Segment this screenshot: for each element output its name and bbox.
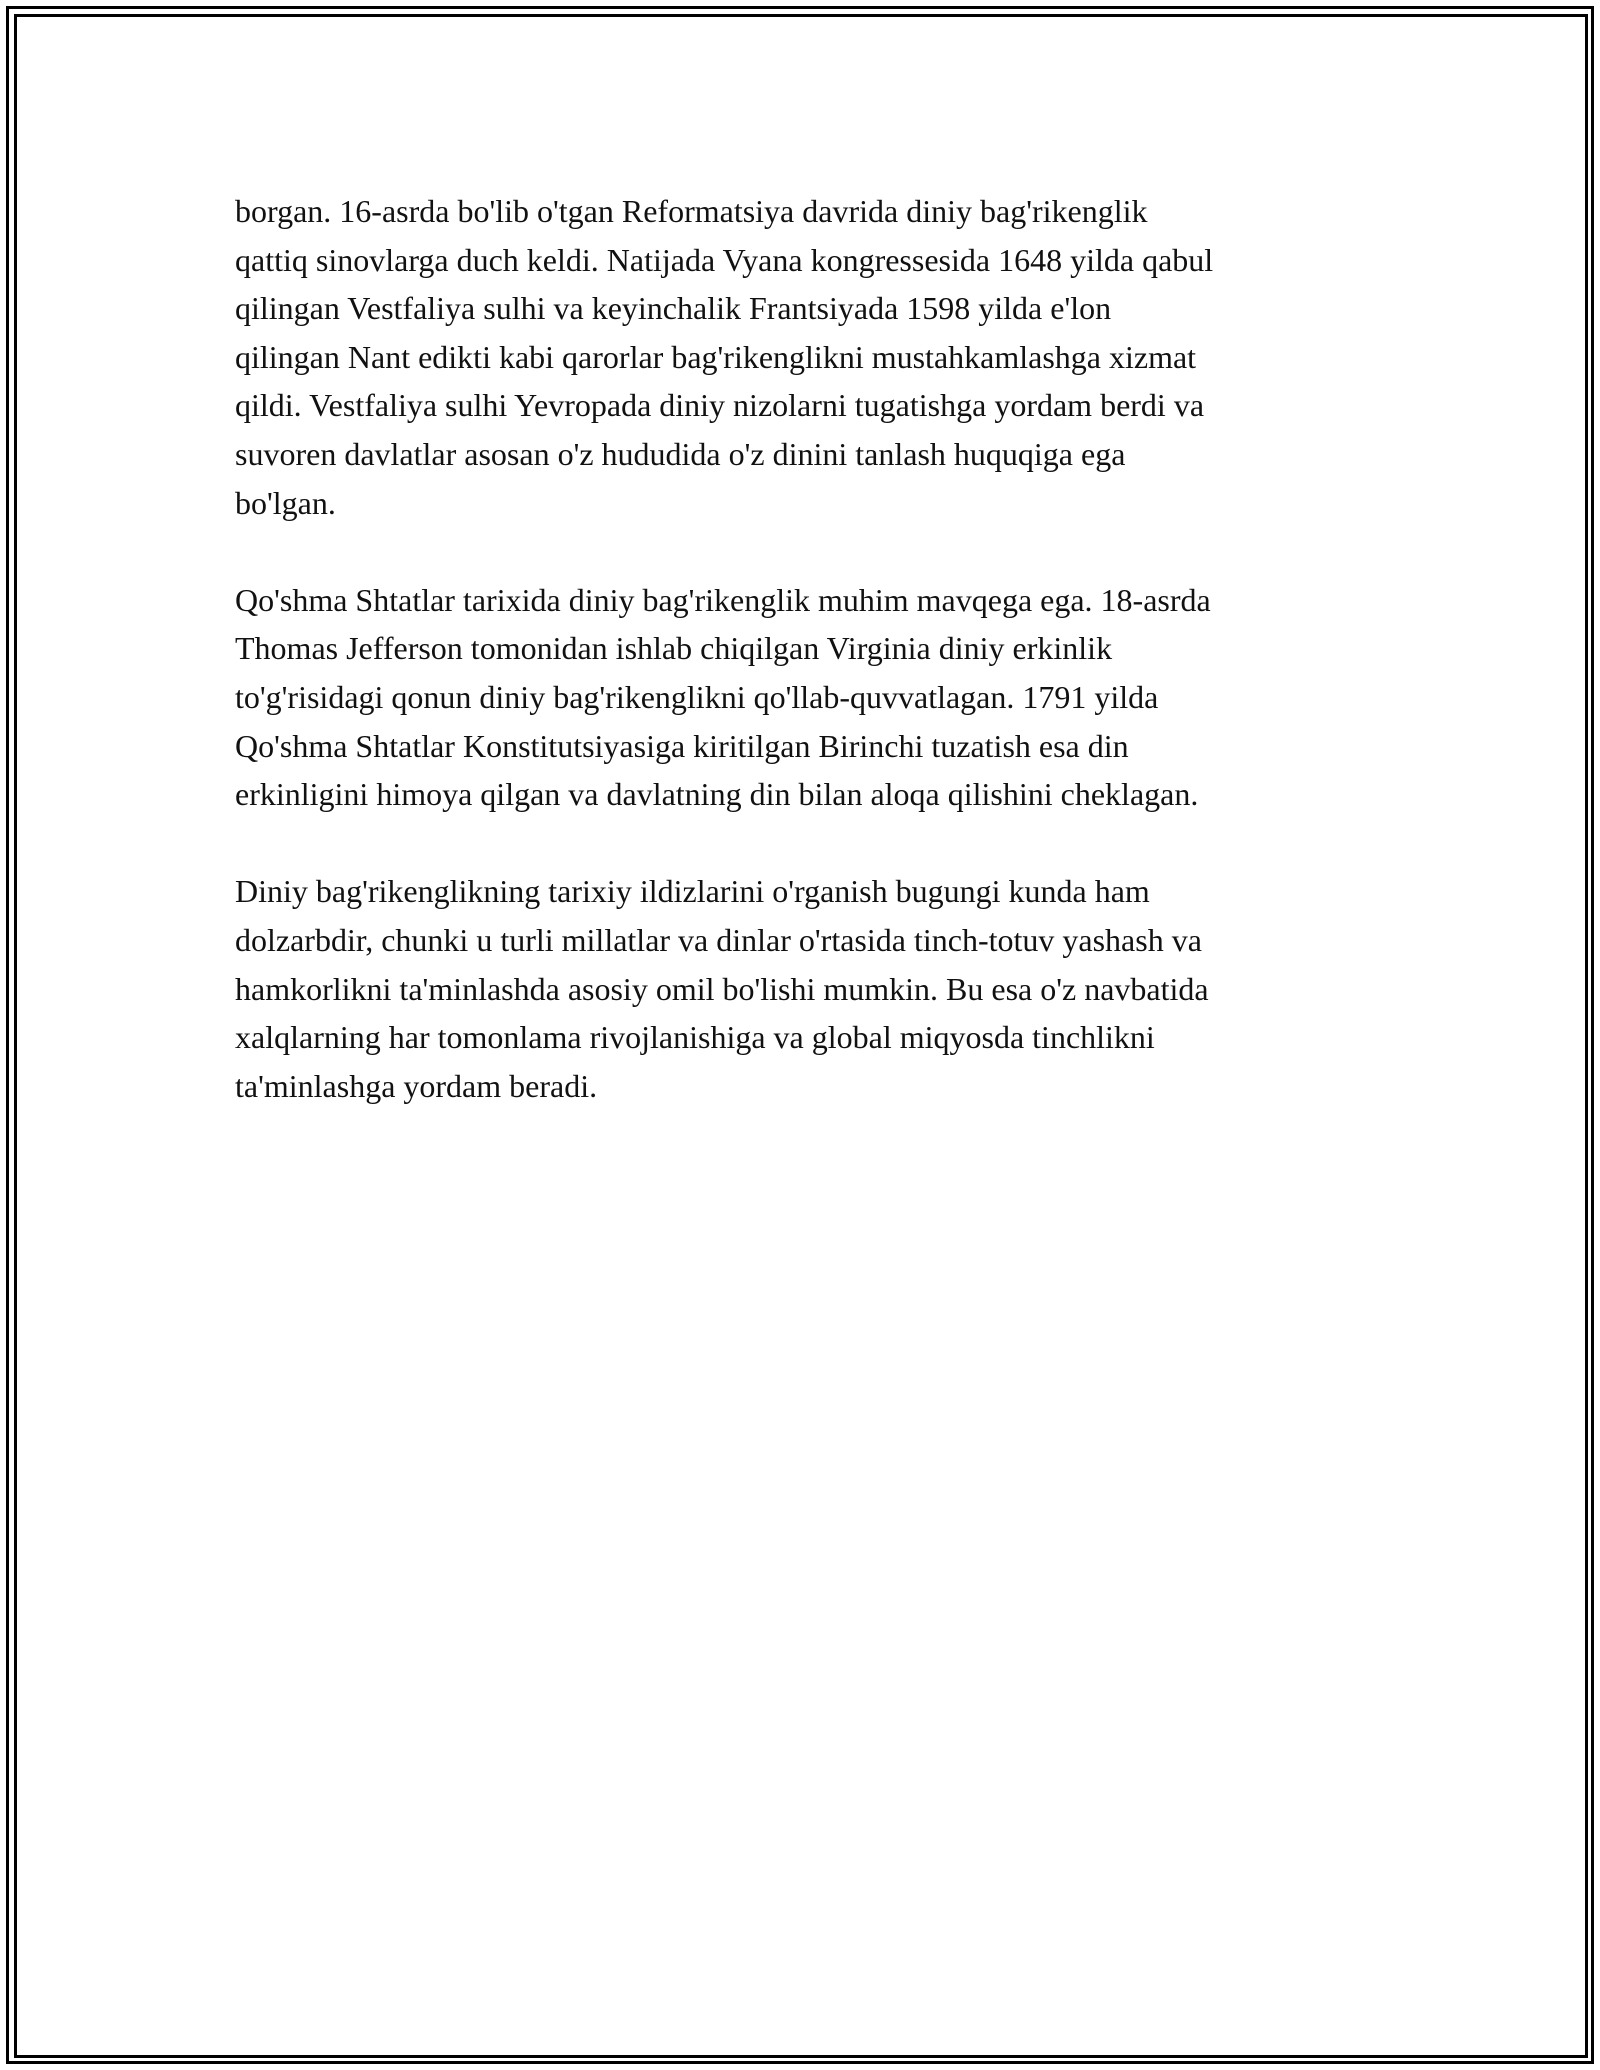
paragraph-2 [235, 576, 1375, 819]
text-line: dolzarbdir, chunki u turli millatlar va dinlar o'rtasida tinch-totuv yashash va [235, 921, 1202, 958]
paragraph-3 [235, 867, 1375, 1110]
document-body [235, 187, 1375, 1159]
text-line: Diniy bag'rikenglikning tarixiy ildizlarini o'rganish bugungi kunda ham [235, 873, 1150, 910]
text-line: ta'minlashga yordam beradi. [235, 1067, 598, 1104]
text-line: erkinligini himoya qilgan va davlatning din bilan aloqa qilishini cheklagan. [235, 776, 1199, 813]
text-line: qilingan Nant edikti kabi qarorlar bag'rikenglikni mustahkamlashga xizmat [235, 338, 1197, 375]
text-line: Qo'shma Shtatlar tarixida diniy bag'rikenglik muhim mavqega ega. 18-asrda [235, 581, 1211, 618]
text-line: borgan. 16-asrda bo'lib o'tgan Reformatsiya davrida diniy bag'rikenglik [235, 193, 1148, 229]
text-line: hamkorlikni ta'minlashda asosiy omil bo'lishi mumkin. Bu esa o'z navbatida [235, 970, 1209, 1007]
text-line: bo'lgan. [235, 484, 336, 521]
paragraph-1 [235, 187, 1375, 527]
text-line: to'g'risidagi qonun diniy bag'rikenglikni qo'llab-quvvatlagan. 1791 yilda [235, 678, 1159, 715]
text-line: qilingan Vestfaliya sulhi va keyinchalik Frantsiyada 1598 yilda e'lon [235, 290, 1112, 327]
text-line: suvoren davlatlar asosan o'z hududida o'z dinini tanlash huquqiga ega [235, 435, 1126, 472]
text-line: Thomas Jefferson tomonidan ishlab chiqilgan Virginia diniy erkinlik [235, 630, 1113, 667]
text-line: xalqlarning har tomonlama rivojlanishiga va global miqyosda tinchlikni [235, 1019, 1155, 1056]
text-line: qattiq sinovlarga duch keldi. Natijada Vyana kongressesida 1648 yilda qabul [235, 241, 1214, 278]
text-line: Qo'shma Shtatlar Konstitutsiyasiga kiritilgan Birinchi tuzatish esa din [235, 727, 1129, 764]
text-line: qildi. Vestfaliya sulhi Yevropada diniy nizolarni tugatishga yordam berdi va [235, 387, 1205, 424]
